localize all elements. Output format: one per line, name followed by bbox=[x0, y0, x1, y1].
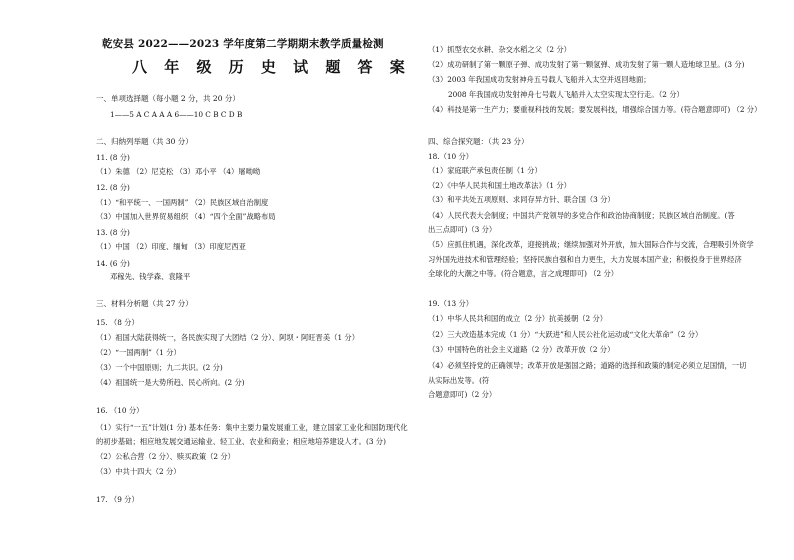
question-number: 17. （9 分） bbox=[96, 495, 139, 504]
question-number: 13. (8 分) bbox=[96, 228, 130, 237]
answer-line: 习外国先进技术和管理经验；坚持民族自强和自力更生，大力发展本国产业；积极投身于世界经济 bbox=[428, 255, 742, 264]
answer-line: （1）“和平统一、一国两制” （2）民族区域自治制度 bbox=[96, 198, 269, 207]
answer-line: （2）三大改造基本完成（1 分）“大跃进”和人民公社化运动或“文化大革命”（2 分） bbox=[428, 330, 703, 339]
exam-title: 乾安县 2022——2023 学年度第二学期期末教学质量检测 bbox=[102, 38, 384, 50]
answer-line: 1——5 A C A A A 6——10 C B C D B bbox=[110, 110, 243, 119]
answer-line: （3）中共十四大（2 分） bbox=[96, 467, 181, 476]
question-number: 18.（10 分） bbox=[428, 152, 474, 161]
answer-line: （3）中国特色的社会主义道路（2 分）改革开放（2 分） bbox=[428, 345, 615, 354]
question-number: 14. (6 分) bbox=[96, 259, 130, 268]
answer-line: （1）中国 （2）印度、缅甸 （3）印度尼西亚 bbox=[96, 242, 246, 251]
answer-line: （1）祖国大陆获得统一，各民族实现了大团结（2 分）、阿坝・阿旺晋美（1 分） bbox=[96, 333, 360, 342]
question-number: 12. (8 分) bbox=[96, 183, 130, 192]
section-heading-2: 二、归纳列举题（共 30 分） bbox=[96, 137, 193, 146]
answer-line: （3）2003 年我国成功发射神舟五号载人飞船并入太空并返回地面； bbox=[428, 75, 651, 84]
section-heading-3: 三、材料分析题（共 27 分） bbox=[96, 299, 193, 308]
answer-line: （2）公私合营（2 分）、赎买政策（2 分） bbox=[96, 452, 235, 461]
answer-line: （3）中国加入世界贸易组织 （4）“四个全面”战略布局 bbox=[96, 212, 276, 221]
answer-line: 出三点即可)（3 分） bbox=[428, 225, 497, 234]
answer-line: 的初步基础；相应地发展交通运输业、轻工业、农业和商业；相应地培养建设人才。(3 分) bbox=[96, 437, 386, 446]
answer-line: （2）成功研制了第一颗原子弹、成功发射了第一颗氢弹、成功发射了第一颗人造地球卫星。(3 分) bbox=[428, 60, 745, 69]
question-number: 15. （8 分） bbox=[96, 318, 139, 327]
answer-line: 全球化的大潮之中等。(符合题意，言之成理即可) （2 分） bbox=[428, 269, 619, 278]
answer-line: （4）祖国统一是大势所趋、民心所向。(2 分) bbox=[96, 378, 245, 387]
answer-line: （4）必须坚持党的正确领导；改革开放是强国之路；道路的选择和政策的制定必须立足国情，一切 bbox=[428, 361, 747, 370]
answer-line: 2008 年我国成功发射神舟七号载人飞船并入太空实现太空行走。（2 分） bbox=[448, 90, 684, 99]
answer-line: （1）朱德 （2）尼克松 （3）邓小平 （4）屠呦呦 bbox=[96, 167, 261, 176]
answer-line: 合题意即可)（2 分） bbox=[428, 390, 497, 399]
answer-line: （1）实行“一五”计划(1 分) 基本任务：集中主要力量发展重工业，建立国家工业化和国防现代化 bbox=[96, 423, 408, 432]
answer-line: （2）《中华人民共和国土地改革法》（1 分） bbox=[428, 181, 571, 190]
answer-line: （4）人民代表大会制度；中国共产党领导的多党合作和政治协商制度；民族区域自治制度。(答 bbox=[428, 211, 735, 220]
answer-line: （1）中华人民共和国的成立（2 分）抗美援朝（2 分） bbox=[428, 314, 608, 323]
answer-line: （3）和平共处五项原则、求同存异方针、联合国（3 分） bbox=[428, 195, 615, 204]
section-heading-4: 四、综合探究题：（共 23 分） bbox=[428, 137, 529, 146]
answer-line: 从实际出发等。(符 bbox=[428, 376, 490, 385]
answer-line: （4）科技是第一生产力；要重视科技的发展；要发展科技，增强综合国力等。(符合题意即可) （2 分） bbox=[428, 105, 762, 114]
answer-line: （5）应抓住机遇，深化改革，迎接挑战；继续加强对外开放，加大国际合作与交流，合理吸引外资学 bbox=[428, 240, 754, 249]
answer-line: （2）“一国两制”（1 分） bbox=[96, 348, 181, 357]
section-heading-1: 一、单项选择题（每小题 2 分，共 20 分） bbox=[96, 94, 240, 103]
question-number: 19.（13 分） bbox=[428, 299, 474, 308]
answer-line: 邓稼先、钱学森、袁隆平 bbox=[110, 272, 191, 281]
answer-line: （1）抓型农交水耕、杂交水稻之父（2 分） bbox=[428, 45, 571, 54]
answer-title: 八 年 级 历 史 试 题 答 案 bbox=[132, 58, 411, 76]
question-number: 16. （10 分） bbox=[96, 406, 144, 415]
answer-line: （1）家庭联产承包责任制（1 分） bbox=[428, 166, 542, 175]
answer-line: （3）一个中国原则；九二共识。(2 分) bbox=[96, 363, 223, 372]
question-number: 11. (8 分) bbox=[96, 153, 130, 162]
